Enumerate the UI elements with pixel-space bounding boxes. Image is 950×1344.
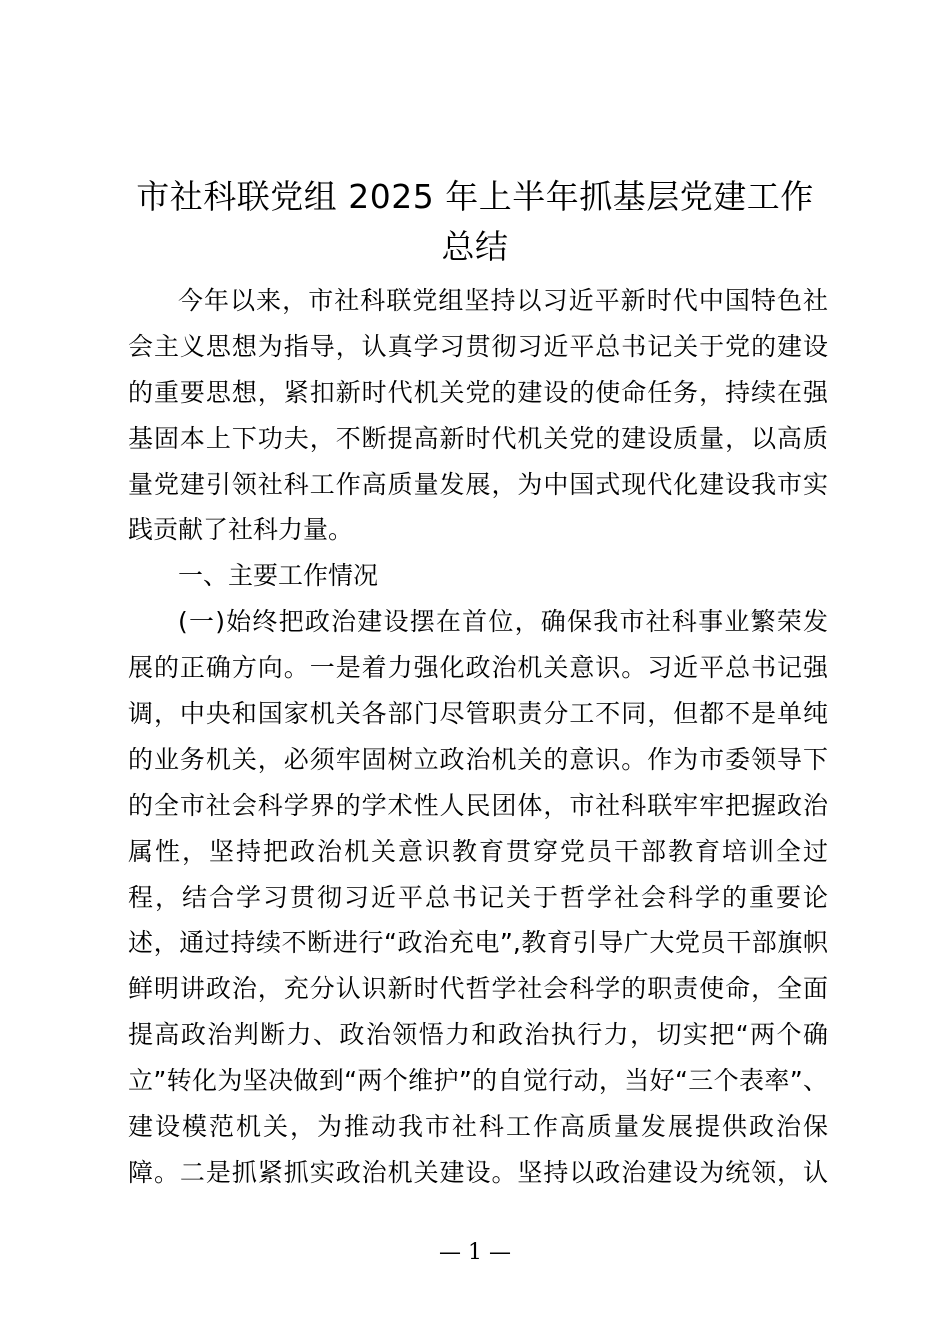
body-line: 程，结合学习贯彻习近平总书记关于哲学社会科学的重要论: [128, 882, 828, 912]
body-line: 展的正确方向。一是着力强化政治机关意识。习近平总书记强: [128, 653, 828, 683]
title-line-1: 市社科联党组 2025 年上半年抓基层党建工作: [136, 177, 814, 216]
body-line: 量党建引领社科工作高质量发展，为中国式现代化建设我市实: [128, 469, 828, 499]
document-body: [128, 278, 828, 1196]
body-line: 建设模范机关，为推动我市社科工作高质量发展提供政治保: [128, 1112, 828, 1142]
body-line: 调，中央和国家机关各部门尽管职责分工不同，但都不是单纯: [128, 699, 828, 729]
body-line: 提高政治判断力、政治领悟力和政治执行力，切实把“两个确: [128, 1020, 828, 1050]
body-line: 的全市社会科学界的学术性人民团体，市社科联牢牢把握政治: [128, 790, 828, 820]
body-line: 鲜明讲政治，充分认识新时代哲学社会科学的职责使命，全面: [128, 974, 828, 1004]
body-line: 属性，坚持把政治机关意识教育贯穿党员干部教育培训全过: [128, 836, 828, 866]
page-number: — 1 —: [439, 1240, 511, 1265]
body-line: (一)始终把政治建设摆在首位，确保我市社科事业繁荣发: [178, 607, 828, 637]
body-line: 述，通过持续不断进行“政治充电”,教育引导广大党员干部旗帜: [128, 928, 828, 958]
title-line-2: 总结: [441, 227, 509, 266]
body-line: 基固本上下功夫，不断提高新时代机关党的建设质量，以高质: [128, 423, 828, 453]
document-title: [110, 172, 840, 272]
body-line: 的业务机关，必须牢固树立政治机关的意识。作为市委领导下: [128, 744, 828, 774]
body-line: 立”转化为坚决做到“两个维护”的自觉行动，当好“三个表率”、: [128, 1066, 828, 1096]
body-line: 践贡献了社科力量。: [128, 515, 354, 545]
body-line: 会主义思想为指导，认真学习贯彻习近平总书记关于党的建设: [128, 331, 828, 361]
body-line: 的重要思想，紧扣新时代机关党的建设的使命任务，持续在强: [128, 377, 828, 407]
body-line: 障。二是抓紧抓实政治机关建设。坚持以政治建设为统领，认: [128, 1157, 828, 1187]
section-heading: 一、主要工作情况: [178, 561, 379, 591]
body-line: 今年以来，市社科联党组坚持以习近平新时代中国特色社: [178, 286, 828, 315]
